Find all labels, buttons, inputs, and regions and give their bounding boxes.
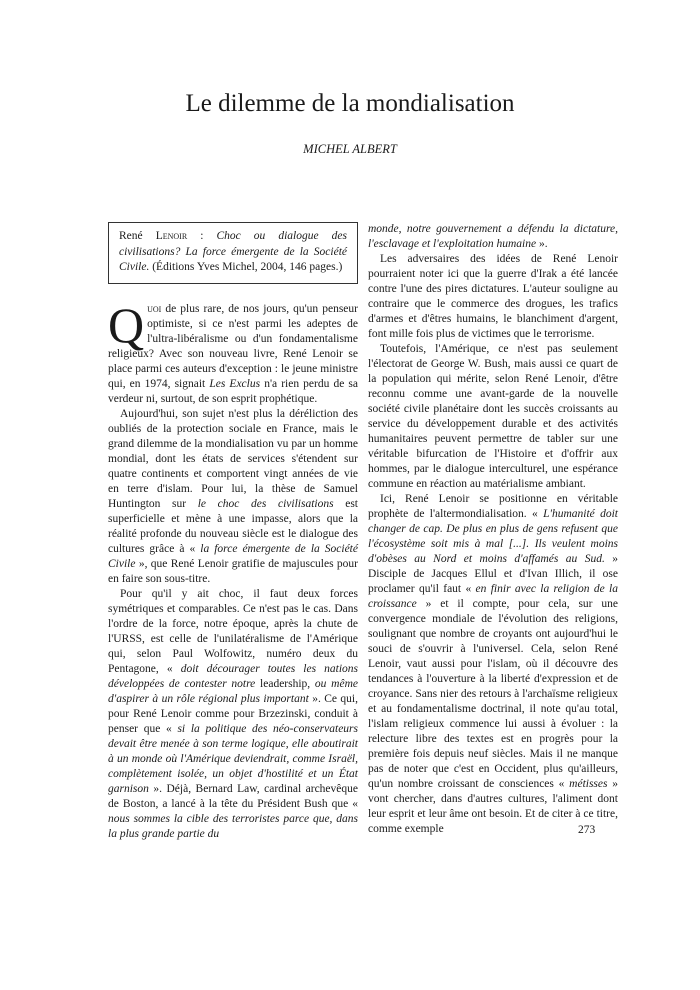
p3-text-c: ». Ce qui, pour René Lenoir comme pour Brzezinski, conduit à penser que « [108, 692, 358, 735]
p3-italic-2: ou même d'aspirer à un rôle régional plus important [108, 677, 358, 705]
review-publisher: (Éditions Yves Michel, 2004, 146 pages.) [149, 261, 343, 273]
p3-text-a: Pour qu'il y ait choc, il faut deux forces symétriques et comparables. Ce n'est pas le cas. Dans l'ordre de la force, notre époque, après la chute de l'URSS, est celle de l'unilatéralisme de l'Amérique qui, selon Paul Wolfowitz, numéro deux du Pentagone, « [108, 587, 358, 675]
r3-italic-3: métisses [569, 778, 608, 790]
paragraph-5: Toutefois, l'Amérique, ce n'est pas seulement l'électorat de George W. Bush, mais aussi ce quart de la population qui mérite, selon René Lenoir, d'être reconnu comme une avant-garde de la nouvelle société civile planétaire dont les succès croissants au service du développement durable et des activités humanitaires peuvent permettre de tabler sur une véritable bifurcation de l'Histoire et d'offrir aux hommes, par le dialogue interculturel, une espérance commune en réaction au matérialisme ambiant. [368, 343, 618, 490]
paragraph-continued [368, 222, 618, 252]
p1-text: de plus rare, de nos jours, qu'un penseur optimiste, si ce n'est parmi les adeptes de l'ultra-libéralisme ou d'un fondamentalisme religieux? Avec son nouveau livre, René Lenoir se place parmi ces auteurs d'exception : le jeune ministre qui, en 1974, signait [108, 302, 358, 390]
p3-text-b: leadership, [255, 677, 315, 690]
page-number: 273 [578, 824, 596, 836]
article-author: MICHEL ALBERT [303, 142, 397, 156]
r3-italic-2: en finir avec la religion de la croissance [368, 583, 619, 610]
r0-tail: ». [536, 238, 548, 250]
left-column [108, 222, 358, 842]
r3-text-b: » Disciple de Jacques Ellul et d'Ivan Illich, il ose proclamer qu'il faut « [368, 553, 619, 595]
p2-text-a: Aujourd'hui, son sujet n'est plus la déréliction des oubliés de la protection sociale en France, mais le grand dilemme de la mondialisation vu par un homme mondial, dont les états de services s'étendent sur quatre continents et comportent vingt années de vie en terre d'islam. Pour lui, la thèse de Samuel Huntington sur [108, 407, 358, 510]
p3-italic-4: nous sommes la cible des terroristes parce que, dans la plus grande partie du [108, 812, 358, 840]
paragraph-3 [108, 587, 358, 842]
paragraph-2 [108, 407, 358, 587]
paragraph-4: Les adversaires des idées de René Lenoir pourraient noter ici que la guerre d'Irak a été lancée contre l'une des pires dictatures. L'auteur souligne au contraire que le commerce des drogues, les trafics d'armes et d'êtres humains, le blanchiment d'argent, font mille fois plus de victimes que le terrorisme. [368, 253, 618, 340]
p3-text-d: ». Déjà, Bernard Law, cardinal archevêque de Boston, a lancé à la tête du Président Bush que « [108, 782, 358, 810]
p2-italic-1: le choc des civilisations [197, 497, 334, 510]
review-author-last: Lenoir [155, 230, 188, 242]
r3-text-d: » vont chercher, dans d'autres cultures, l'aliment dont leur esprit et leur âme ont besoin. Et de citer à ce titre, comme exemple [368, 778, 619, 835]
r0-italic: monde, notre gouvernement a défendu la dictature, l'esclavage et l'exploitation humaine [368, 223, 618, 250]
review-book-title: Choc ou dialogue des civilisations? La force émergente de la Société Civile. [119, 230, 347, 273]
r3-italic-1: L'humanité doit changer de cap. De plus en plus de gens refusent que l'écosystème soit mis à mal [...]. Ils veulent moins d'obèses au Nord et moins d'affamés au Sud. [368, 508, 619, 565]
drop-cap: Q [108, 296, 145, 353]
p2-text-c: », que René Lenoir gratifie de majuscules pour en faire son sous-titre. [108, 557, 358, 585]
lead-small-caps: uoi [147, 302, 162, 315]
p2-italic-2: la force émergente de la Société Civile [108, 542, 358, 570]
book-reference-box [108, 222, 358, 284]
paragraph-1 [108, 296, 358, 407]
article-title: Le dilemme de la mondialisation [185, 90, 515, 117]
right-column [368, 222, 618, 837]
p1-book-title: Les Exclus [209, 377, 261, 390]
p3-italic-1: doit décourager toutes les nations développées de contester notre [108, 662, 359, 690]
paragraph-6 [368, 492, 618, 837]
review-author-first: René [119, 230, 156, 242]
r3-text-a: Ici, René Lenoir se positionne en véritable prophète de l'altermondialisation. « [368, 493, 618, 520]
review-separator: : [187, 230, 217, 242]
p1-text-end: n'a rien perdu de sa verdeur ni, surtout, de son esprit prophétique. [108, 377, 358, 405]
p3-italic-3: si la politique des néo-conservateurs devait être menée à son terme logique, elle aboutirait à un monde où l'Amérique deviendrait, comme Israël, complètement isolée, un objet d'hostilité et un État garnison [108, 722, 358, 795]
p2-text-b: est superficielle et mène à une impasse, alors que la réalité profonde du nouveau siècle est le dialogue des cultures grâce à « [108, 497, 358, 555]
r3-text-c: » et il compte, pour cela, sur une convergence mondiale de l'évolution des religions, soulignant que nombre de croyants ont aujourd'hui le souci de s'ouvrir à l'universel. Cela, selon René Lenoir, vaut aussi pour l'islam, où il découvre des tendances à l'ouverture à la liberté d'expression et de croyance. Sans nier des retours à l'archaïsme religieux et au fondamentalisme doctrinal, il note qu'au total, l'islam religieux commence lui aussi à évoluer : la relecture libre des textes est en progrès pour la première fois depuis neuf siècles. Mais il ne manque pas de noter que c'est en Occident, plus qu'ailleurs, qu'un nombre croissant de consciences « [368, 598, 618, 790]
